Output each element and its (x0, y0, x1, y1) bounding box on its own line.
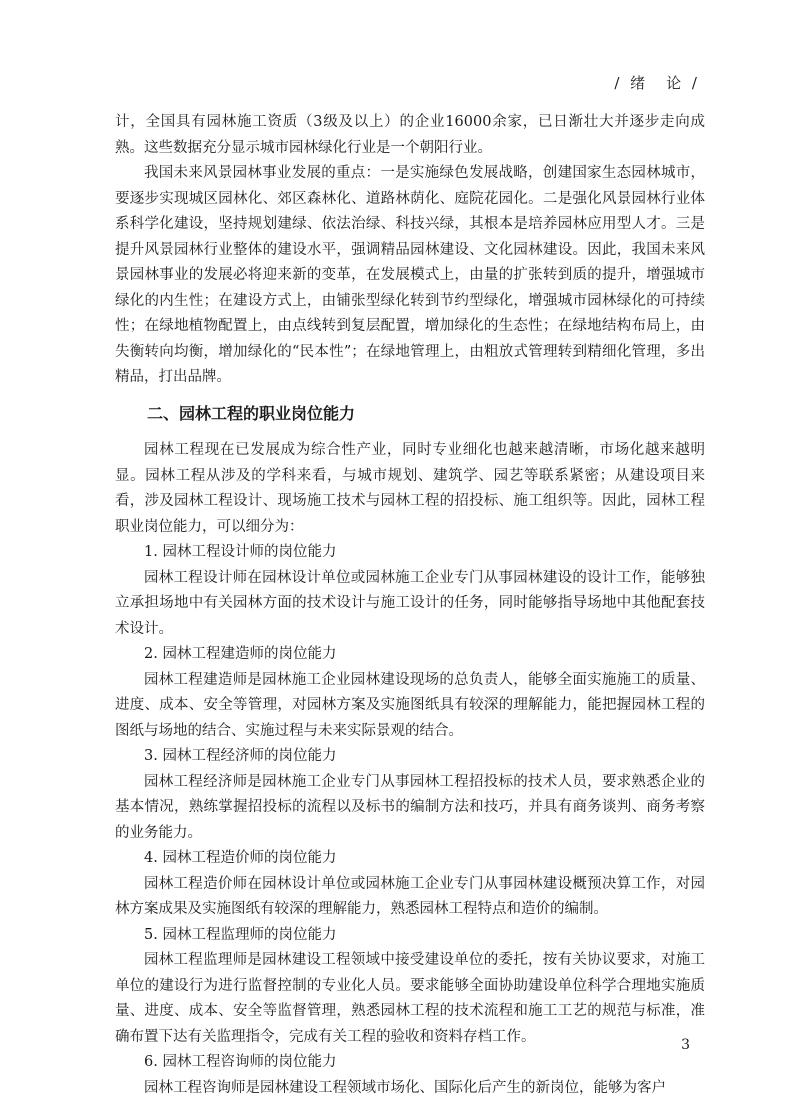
subheading: 3. 园林工程经济师的岗位能力 (144, 748, 337, 764)
paragraph: 我国未来风景园林事业发展的重点：一是实施绿色发展战略，创建国家生态园林城市，要逐步实现城区园林化、郊区森林化、道路林荫化、庭院花园化。二是强化风景园林行业体系科学化建设，坚持规划建绿、依法治绿、科技兴绿，其根本是培养园林应用型人才。三是提升风景园林行业整体的建设水平，强调精品园林建设、文化园林建设。因此，我国未来风景园林事业的发展必将迎来新的变革，在发展模式上，由量的扩张转到质的提升，增强城市绿化的内生性；在建设方式上，由铺张型绿化转到节约型绿化，增强城市园林绿化的可持续性；在绿地植物配置上，由点线转到复层配置，增加绿化的生态性；在绿地结构布局上，由失衡转向均衡，增加绿化的“民本性”；在绿地管理上，由粗放式管理转到精细化管理，多出精品，打出品牌。 (115, 165, 705, 385)
page-body (115, 110, 705, 1101)
paragraph: 园林工程现在已发展成为综合性产业，同时专业细化也越来越清晰，市场化越来越明显。园林工程从涉及的学科来看，与城市规划、建筑学、园艺等联系紧密；从建设项目来看，涉及园林工程设计、现场施工技术与园林工程的招投标、施工组织等。因此，园林工程职业岗位能力，可以细分为： (115, 442, 705, 535)
paragraph: 园林工程设计师在园林设计单位或园林施工企业专门从事园林建设的设计工作，能够独立承担场地中有关园林方面的技术设计与施工设计的任务，同时能够指导场地中其他配套技术设计。 (115, 569, 705, 637)
paragraph: 园林工程监理师是园林建设工程领域中接受建设单位的委托，按有关协议要求，对施工单位的建设行为进行监督控制的专业化人员。要求能够全面协助建设单位科学合理地实施质量、进度、成本、安全等监督管理，熟悉园林工程的技术流程和施工工艺的规范与标准，准确布置下达有关监理指令，完成有关工程的验收和资料存档工作。 (115, 952, 705, 1045)
subheading: 1. 园林工程设计师的岗位能力 (144, 544, 337, 560)
subheading: 6. 园林工程咨询师的岗位能力 (144, 1054, 337, 1070)
subheading: 5. 园林工程监理师的岗位能力 (144, 926, 337, 943)
paragraph: 园林工程咨询师是园林建设工程领域市场化、国际化后产生的新岗位，能够为客户 (144, 1079, 666, 1096)
subheading: 4. 园林工程造价师的岗位能力 (144, 850, 337, 866)
section-heading: 二、园林工程的职业岗位能力 (147, 403, 356, 423)
running-header: / 绪 论 / (614, 74, 700, 92)
page-number: 3 (681, 1037, 690, 1053)
paragraph: 园林工程经济师是园林施工企业专门从事园林工程招投标的技术人员，要求熟悉企业的基本情况，熟练掌握招投标的流程以及标书的编制方法和技巧，并具有商务谈判、商务考察的业务能力。 (115, 773, 705, 841)
paragraph: 园林工程建造师是园林施工企业园林建设现场的总负责人，能够全面实施施工的质量、进度、成本、安全等管理，对园林方案及实施图纸具有较深的理解能力，能把握园林工程的图纸与场地的结合、实施过程与未来实际景观的结合。 (115, 671, 705, 739)
paragraph: 园林工程造价师在园林设计单位或园林施工企业专门从事园林建设概预决算工作，对园林方案成果及实施图纸有较深的理解能力，熟悉园林工程特点和造价的编制。 (115, 875, 705, 917)
subheading: 2. 园林工程建造师的岗位能力 (144, 646, 337, 662)
paragraph: 计，全国具有园林施工资质（3级及以上）的企业16000余家，已日渐壮大并逐步走向成熟。这些数据充分显示城市园林绿化行业是一个朝阳行业。 (115, 114, 705, 156)
